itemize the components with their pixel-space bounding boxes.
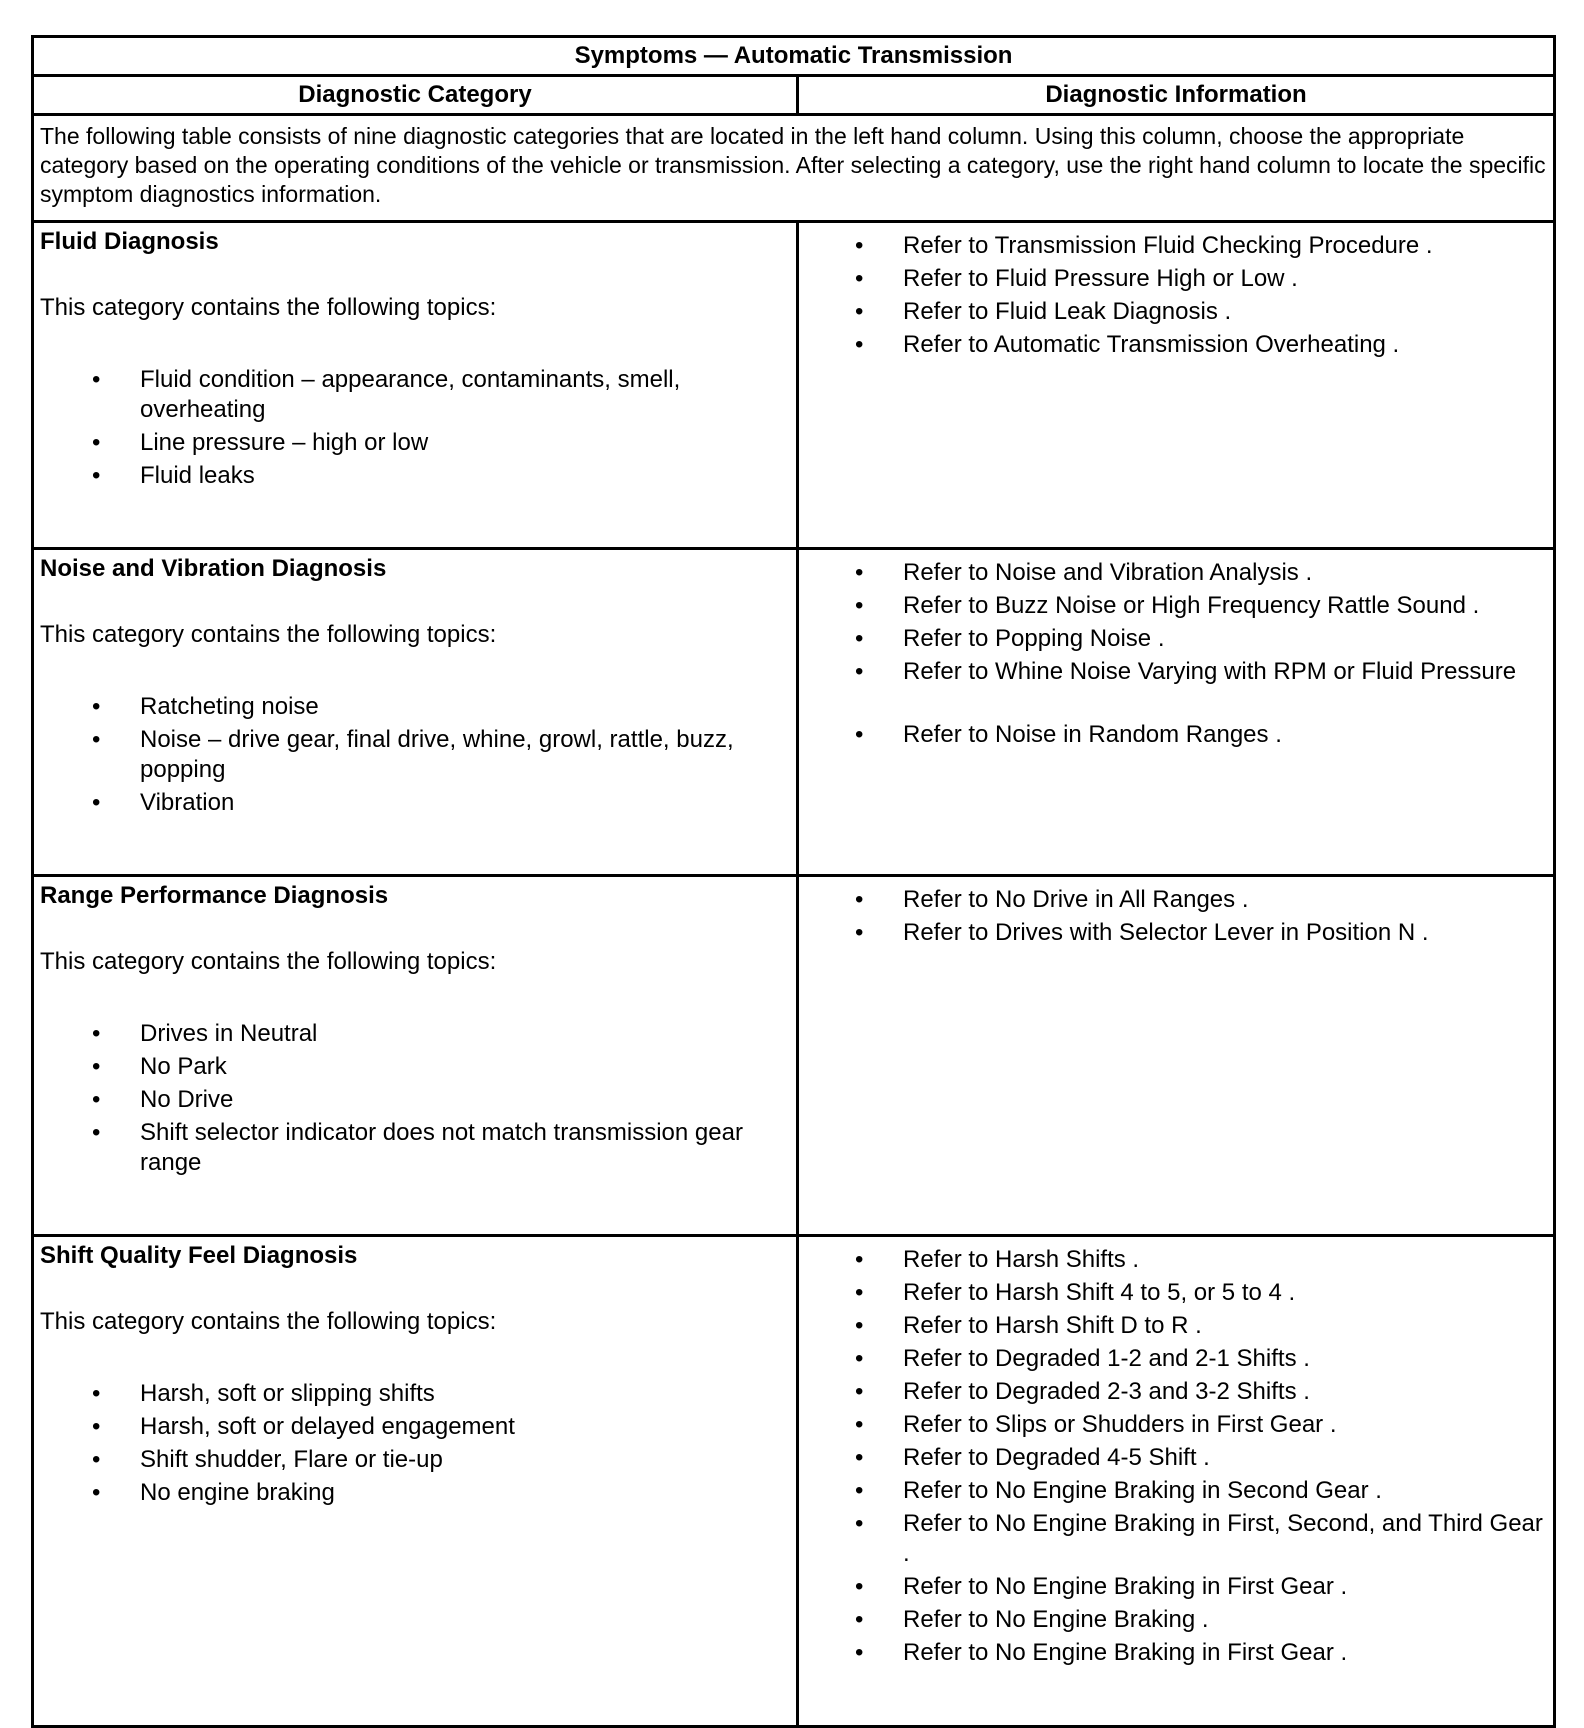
- reference-link[interactable]: Refer to Harsh Shift D to R .: [903, 1312, 1202, 1339]
- reference-item[interactable]: [799, 1443, 1553, 1473]
- intro-text: The following table consists of nine diagnostic categories that are located in the left hand column. Using this column, choose the appropriate category based on the operating conditions of the vehicle or transmission. After selecting a category, use the right hand column to locate the specific symptom diagnostics information.: [33, 115, 1555, 222]
- reference-link[interactable]: Refer to Noise in Random Ranges .: [903, 720, 1282, 748]
- list-item: [40, 725, 790, 784]
- table-row: [33, 549, 1555, 876]
- table-row: [33, 222, 1555, 549]
- topic-text: Fluid leaks: [140, 461, 255, 489]
- category-cell: [33, 222, 798, 549]
- table-row: [33, 1236, 1555, 1727]
- bullet-icon: •: [92, 693, 101, 720]
- reference-item[interactable]: [799, 558, 1553, 588]
- reference-item[interactable]: [799, 1245, 1553, 1275]
- category-cell: [33, 876, 798, 1236]
- bullet-icon: •: [92, 1020, 101, 1047]
- bullet-icon: •: [855, 1345, 864, 1372]
- bullet-icon: •: [855, 1605, 864, 1633]
- bullet-icon: •: [855, 1510, 864, 1537]
- topic-text: No Park: [140, 1053, 227, 1080]
- topic-text: Drives in Neutral: [140, 1020, 318, 1047]
- bullet-icon: •: [92, 1479, 101, 1506]
- reference-item[interactable]: [799, 885, 1553, 915]
- reference-link[interactable]: Refer to No Engine Braking in First, Second, and Third Gear .: [903, 1510, 1543, 1567]
- reference-link[interactable]: Refer to No Drive in All Ranges .: [903, 886, 1249, 913]
- bullet-icon: •: [855, 1246, 864, 1273]
- reference-link[interactable]: Refer to No Engine Braking in First Gear .: [903, 1638, 1348, 1666]
- bullet-icon: •: [92, 428, 101, 456]
- list-item: [40, 692, 790, 722]
- reference-link[interactable]: Refer to Drives with Selector Lever in Position N .: [903, 919, 1429, 946]
- category-title: Range Performance Diagnosis: [40, 882, 389, 909]
- table-title-row: [33, 37, 1555, 76]
- topic-text: Harsh, soft or slipping shifts: [140, 1380, 435, 1407]
- bullet-icon: •: [92, 1380, 101, 1407]
- bullet-icon: •: [92, 1119, 101, 1146]
- bullet-icon: •: [855, 1279, 864, 1306]
- reference-item[interactable]: [799, 1572, 1553, 1602]
- bullet-icon: •: [855, 720, 864, 748]
- reference-link[interactable]: Refer to No Engine Braking in First Gear .: [903, 1572, 1348, 1600]
- table-header-row: [33, 76, 1555, 115]
- list-item: [40, 1019, 790, 1049]
- reference-list: [799, 885, 1553, 948]
- reference-cell: [798, 876, 1555, 1236]
- bullet-icon: •: [855, 1444, 864, 1471]
- topic-text: Harsh, soft or delayed engagement: [140, 1413, 515, 1440]
- bullet-icon: •: [855, 919, 864, 946]
- reference-item[interactable]: [799, 1278, 1553, 1308]
- reference-link[interactable]: Refer to Fluid Pressure High or Low .: [903, 265, 1298, 292]
- reference-link[interactable]: Refer to Buzz Noise or High Frequency Rattle Sound .: [903, 592, 1480, 619]
- bullet-icon: •: [92, 1413, 101, 1440]
- reference-item[interactable]: [799, 1476, 1553, 1506]
- category-subtitle: This category contains the following topics:: [40, 621, 497, 648]
- reference-link[interactable]: Refer to Degraded 2-3 and 3-2 Shifts .: [903, 1378, 1310, 1405]
- reference-item[interactable]: [799, 1638, 1553, 1668]
- topic-text: Ratcheting noise: [140, 693, 319, 720]
- list-item: [40, 1445, 790, 1475]
- reference-link[interactable]: Refer to Whine Noise Varying with RPM or Fluid Pressure: [903, 658, 1517, 685]
- list-item: [40, 1412, 790, 1442]
- reference-list: [799, 1245, 1553, 1667]
- reference-item[interactable]: [799, 1509, 1553, 1568]
- reference-item[interactable]: [799, 330, 1553, 360]
- reference-item[interactable]: [799, 657, 1553, 687]
- topic-text: No Drive: [140, 1086, 234, 1113]
- bullet-icon: •: [92, 1053, 101, 1080]
- category-title: Fluid Diagnosis: [40, 228, 219, 255]
- symptoms-table: [31, 35, 1556, 1728]
- bullet-icon: •: [855, 559, 864, 586]
- list-item: [40, 788, 790, 818]
- reference-item[interactable]: [799, 918, 1553, 948]
- bullet-icon: •: [855, 265, 864, 292]
- topic-text: No engine braking: [140, 1479, 335, 1506]
- topic-text: Vibration: [140, 788, 235, 816]
- bullet-icon: •: [92, 726, 101, 753]
- bullet-icon: •: [855, 592, 864, 619]
- header-diagnostic-information: Diagnostic Information: [798, 76, 1555, 115]
- reference-item[interactable]: [799, 297, 1553, 327]
- reference-cell: [798, 549, 1555, 876]
- bullet-icon: •: [855, 886, 864, 913]
- reference-link[interactable]: Refer to Transmission Fluid Checking Procedure .: [903, 232, 1433, 259]
- reference-link[interactable]: Refer to No Engine Braking in Second Gear .: [903, 1477, 1382, 1504]
- bullet-icon: •: [92, 1446, 101, 1473]
- reference-item[interactable]: [799, 1605, 1553, 1635]
- topic-text: Noise – drive gear, final drive, whine, growl, rattle, buzz, popping: [140, 726, 734, 783]
- reference-link[interactable]: Refer to Slips or Shudders in First Gear .: [903, 1411, 1337, 1438]
- topic-list: [40, 1379, 790, 1508]
- reference-cell: [798, 222, 1555, 549]
- reference-link[interactable]: Refer to Degraded 4-5 Shift .: [903, 1444, 1210, 1471]
- list-item: [40, 1085, 790, 1115]
- reference-link[interactable]: Refer to Degraded 1-2 and 2-1 Shifts .: [903, 1345, 1310, 1372]
- reference-cell: [798, 1236, 1555, 1727]
- bullet-icon: •: [855, 232, 864, 259]
- reference-link[interactable]: Refer to Fluid Leak Diagnosis .: [903, 298, 1232, 325]
- bullet-icon: •: [855, 1411, 864, 1438]
- bullet-icon: •: [92, 1086, 101, 1113]
- topic-list: [40, 692, 790, 817]
- reference-item[interactable]: [799, 1344, 1553, 1374]
- reference-link[interactable]: Refer to Automatic Transmission Overheating .: [903, 331, 1400, 358]
- bullet-icon: •: [855, 1572, 864, 1600]
- topic-text: Fluid condition – appearance, contaminants, smell, overheating: [140, 366, 681, 423]
- bullet-icon: •: [855, 625, 864, 652]
- list-item: [40, 1052, 790, 1082]
- reference-item[interactable]: [799, 624, 1553, 654]
- topic-text: Shift selector indicator does not match transmission gear range: [140, 1119, 743, 1176]
- topic-text: Line pressure – high or low: [140, 428, 429, 456]
- category-subtitle: This category contains the following topics:: [40, 948, 497, 975]
- list-item: [40, 428, 790, 458]
- category-title: Shift Quality Feel Diagnosis: [40, 1242, 358, 1269]
- list-item: [40, 1379, 790, 1409]
- category-title: Noise and Vibration Diagnosis: [40, 555, 387, 582]
- bullet-icon: •: [92, 366, 101, 393]
- reference-link[interactable]: Refer to Harsh Shifts .: [903, 1246, 1140, 1273]
- reference-list: [799, 231, 1553, 360]
- reference-item[interactable]: [799, 591, 1553, 621]
- table-row: [33, 876, 1555, 1236]
- header-diagnostic-category: Diagnostic Category: [33, 76, 798, 115]
- reference-link[interactable]: Refer to No Engine Braking .: [903, 1605, 1209, 1633]
- reference-link[interactable]: Refer to Noise and Vibration Analysis .: [903, 559, 1313, 586]
- topic-list: [40, 365, 790, 490]
- reference-item[interactable]: [799, 231, 1553, 261]
- reference-list: [799, 558, 1553, 749]
- intro-row: [33, 115, 1555, 222]
- reference-item[interactable]: [799, 264, 1553, 294]
- bullet-icon: •: [855, 331, 864, 358]
- reference-item[interactable]: [799, 1377, 1553, 1407]
- bullet-icon: •: [855, 658, 864, 685]
- bullet-icon: •: [855, 1378, 864, 1405]
- reference-item[interactable]: [799, 1410, 1553, 1440]
- topic-text: Shift shudder, Flare or tie-up: [140, 1446, 443, 1473]
- list-item: [40, 461, 790, 491]
- reference-item[interactable]: [799, 1311, 1553, 1341]
- reference-item[interactable]: [799, 720, 1553, 750]
- bullet-icon: •: [855, 1312, 864, 1339]
- reference-link[interactable]: Refer to Popping Noise .: [903, 625, 1165, 652]
- bullet-icon: •: [855, 1638, 864, 1666]
- bullet-icon: •: [92, 461, 101, 489]
- list-item: [40, 365, 790, 424]
- category-subtitle: This category contains the following topics:: [40, 1308, 497, 1335]
- table-title: Symptoms — Automatic Transmission: [33, 37, 1555, 76]
- topic-list: [40, 1019, 790, 1177]
- bullet-icon: •: [855, 1477, 864, 1504]
- reference-link[interactable]: Refer to Harsh Shift 4 to 5, or 5 to 4 .: [903, 1279, 1296, 1306]
- bullet-icon: •: [92, 788, 101, 816]
- list-item: [40, 1118, 790, 1177]
- bullet-icon: •: [855, 298, 864, 325]
- category-cell: [33, 1236, 798, 1727]
- category-subtitle: This category contains the following topics:: [40, 294, 497, 321]
- category-cell: [33, 549, 798, 876]
- list-item: [40, 1478, 790, 1508]
